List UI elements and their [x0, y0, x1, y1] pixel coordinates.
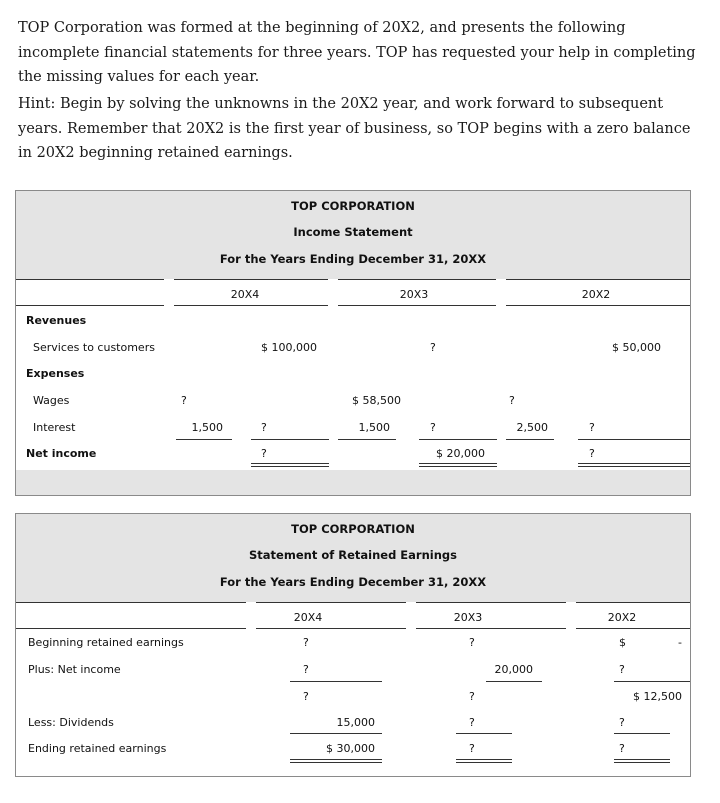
ending-re-label: Ending retained earnings [28, 742, 167, 755]
dividends-20x2: ? [619, 716, 625, 729]
year-header-20x2: 20X2 [607, 611, 637, 624]
plus-net-income-20x2: ? [619, 663, 625, 676]
expenses-label: Expenses [26, 367, 85, 380]
wages-label: Wages [33, 394, 70, 407]
year-header-20x3: 20X3 [453, 611, 483, 624]
wages-20x4: ? [181, 394, 187, 407]
services-20x4: $ 100,000 [261, 341, 317, 354]
statement-period: For the Years Ending December 31, 20XX [219, 252, 487, 266]
statement-title: Statement of Retained Earnings [249, 548, 457, 562]
interest-20x2: 2,500 [516, 421, 548, 434]
statement-period: For the Years Ending December 31, 20XX [219, 575, 487, 589]
ending-re-20x2: ? [619, 742, 625, 755]
wages-20x2: ? [509, 394, 515, 407]
plus-net-income-label: Plus: Net income [28, 663, 121, 676]
interest-20x3: 1,500 [358, 421, 390, 434]
income-statement-footer [16, 470, 690, 495]
subtotal-20x2: $ 12,500 [633, 690, 682, 703]
hint-paragraph: Hint: Begin by solving the unknowns in the 20X2 year, and work forward to subsequent years. Remember that 20X2 is the first year of business, so TOP begins with a zero balance in 20X2 beginning retained earnings. [18, 96, 691, 161]
subtotal-20x3: ? [469, 690, 475, 703]
beginning-re-20x3: ? [469, 636, 475, 649]
ending-re-20x3: ? [469, 742, 475, 755]
plus-net-income-20x4: ? [303, 663, 309, 676]
revenues-label: Revenues [26, 314, 87, 327]
problem-statement: TOP Corporation was formed at the beginning of 20X2, and presents the following incomplete financial statements for three years. TOP has requested your help in completing the missing values for each year. [18, 20, 696, 85]
net-income-20x3: $ 20,000 [436, 447, 485, 460]
subtotal-20x4: ? [303, 690, 309, 703]
services-label: Services to customers [33, 341, 155, 354]
net-income-20x4: ? [261, 447, 267, 460]
net-income-20x2: ? [589, 447, 595, 460]
services-20x2: $ 50,000 [612, 341, 661, 354]
beginning-re-dash: - [678, 636, 682, 649]
statement-title: Income Statement [293, 225, 413, 239]
wages-20x3: $ 58,500 [352, 394, 401, 407]
year-header-20x4: 20X4 [293, 611, 323, 624]
company-name: TOP CORPORATION [291, 522, 415, 536]
retained-earnings-table [15, 513, 691, 777]
interest-20x4: 1,500 [191, 421, 223, 434]
year-header-20x2: 20X2 [581, 288, 611, 301]
total-expenses-20x4: ? [261, 421, 267, 434]
interest-label: Interest [33, 421, 76, 434]
year-header-20x3: 20X3 [399, 288, 429, 301]
plus-net-income-20x3: 20,000 [494, 663, 533, 676]
services-20x3: ? [430, 341, 436, 354]
net-income-label: Net income [26, 447, 97, 460]
ending-re-20x4: $ 30,000 [326, 742, 375, 755]
year-header-20x4: 20X4 [230, 288, 260, 301]
beginning-re-label: Beginning retained earnings [28, 636, 184, 649]
dividends-20x4: 15,000 [336, 716, 375, 729]
total-expenses-20x2: ? [589, 421, 595, 434]
income-statement-table [15, 190, 691, 496]
less-dividends-label: Less: Dividends [28, 716, 114, 729]
dividends-20x3: ? [469, 716, 475, 729]
total-expenses-20x3: ? [430, 421, 436, 434]
beginning-re-20x2: $ [619, 636, 626, 649]
beginning-re-20x4: ? [303, 636, 309, 649]
company-name: TOP CORPORATION [291, 199, 415, 213]
